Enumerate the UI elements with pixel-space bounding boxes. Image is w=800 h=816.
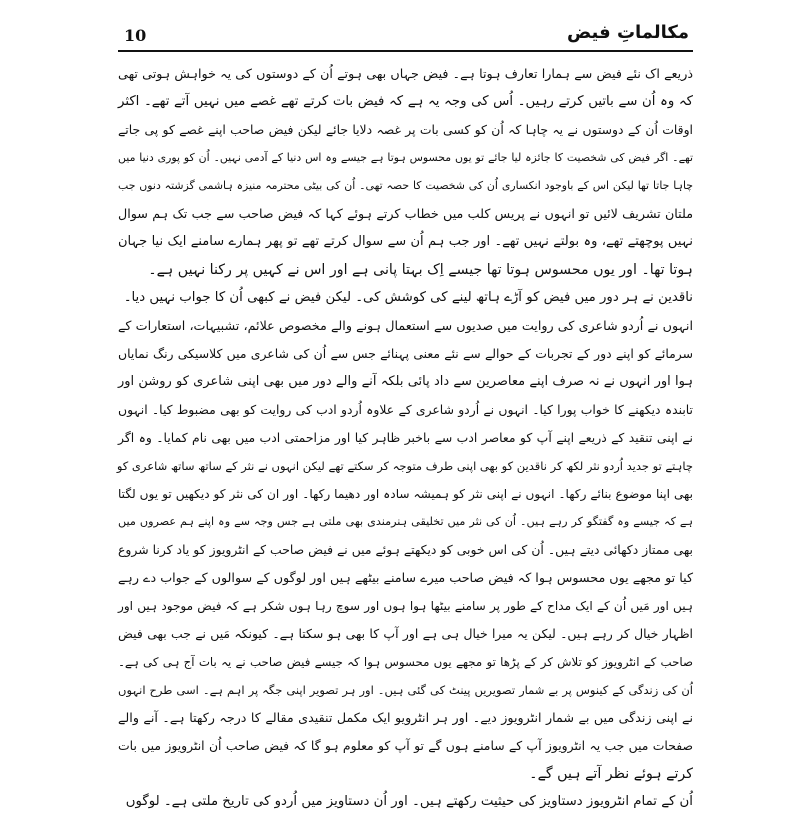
- text-line: اظہار خیال کر رہے ہیں۔ لیکن یہ میرا خیال ہی ہے اور آپ کا بھی ہو سکتا ہے۔ کیونکہ مَیں نے جب بھی فیض: [118, 626, 693, 641]
- text-line: ہیں اور مَیں اُن کے ایک مداح کے طور پر سامنے بیٹھا ہوا ہوں اور سوچ رہا ہوں شکر ہے کہ فیض موجود ہیں اور: [118, 599, 693, 613]
- text-line: صاحب کے انٹرویوز کو تلاش کر کے پڑھا تو مجھے یوں محسوس ہوا کہ جیسے فیض صاحب نے یہ بات آج ہی کی ہے۔: [118, 655, 693, 669]
- text-line: ہوتا تھا۔ اور یوں محسوس ہوتا تھا جیسے اِک بہتا پانی ہے اور اس نے کہیں پر رکنا نہیں ہے۔: [148, 262, 693, 278]
- header-rule: [118, 50, 693, 52]
- text-line: ہوا اور انہوں نے نہ صرف اپنے معاصرین سے داد پائی بلکہ آنے والے دور میں بھی اپنی شاعری کو روشن اور: [118, 374, 693, 389]
- page-number: 10: [124, 26, 147, 45]
- paragraph: [118, 60, 693, 284]
- paragraph: [118, 788, 693, 816]
- book-page: [116, 20, 693, 809]
- text-line: ہے کہ جیسے وہ گفتگو کر رہے ہیں۔ اُن کی نثر میں تخلیقی ہنرمندی بھی ملتی ہے جس وجہ سے وہ اپنے ہم عصروں میں: [118, 515, 693, 528]
- text-line: تابندہ دیکھنے کا خواب پورا کیا۔ انہوں نے اُردو شاعری کے علاوہ اُردو ادب کی روایت کو بھی مضبوط کیا۔ انہوں: [118, 402, 693, 417]
- text-line: کہ وہ اُن سے باتیں کرتے رہیں۔ اُس کی وجہ یہ ہے کہ فیض بات کرتے تھے غصے میں نہیں آتے تھے۔ اکثر: [118, 94, 693, 109]
- text-line: چاہا جاتا تھا لیکن اس کے باوجود انکساری اُن کی شخصیت کا حصہ تھی۔ اُن کی بیٹی محترمہ منیزہ ہاشمی گزشتہ دنوں جب: [118, 179, 693, 192]
- text-line: سرمائے کو اپنے دور کے تجربات کے حوالے سے نئے معنی پہنائے جس سے اُن کی شاعری میں کلاسیکی رنگ نمایاں: [118, 346, 693, 361]
- text-line: صفحات میں جب یہ انٹرویوز آپ کے سامنے ہوں گے تو آپ کو معلوم ہو گا کہ فیض صاحب اُن انٹرویوز میں بات: [118, 738, 693, 753]
- text-line: بھی ممتاز دکھائی دیتے ہیں۔ اُن کی اس خوبی کو دیکھتے ہوئے میں نے فیض صاحب کے انٹرویوز کو یاد کرنا شروع: [118, 542, 693, 557]
- text-line: اُن کی زندگی کے کینوس پر بے شمار تصویریں پینٹ کی گئی ہیں۔ اور ہر تصویر اپنی جگہ پر اہم ہے۔ اسی طرح انہوں: [118, 683, 693, 697]
- text-line: ناقدین نے ہر دور میں فیض کو آڑے ہاتھ لینے کی کوشش کی۔ لیکن فیض نے کبھی اُن کا جواب نہیں دیا۔: [123, 290, 693, 305]
- text-line: کیا تو مجھے یوں محسوس ہوا کہ فیض صاحب میرے سامنے بیٹھے ہیں اور لوگوں کے سوالوں کے جواب دے رہے: [118, 570, 693, 585]
- text-line: تھے۔ اگر فیض کی شخصیت کا جائزہ لیا جائے تو یوں محسوس ہوتا ہے جیسے وہ اس دنیا کے آدمی نہیں۔ اُن کو پوری دنیا میں: [118, 151, 693, 164]
- paragraph: [118, 284, 693, 312]
- text-line: اُن کے تمام انٹرویوز دستاویز کی حیثیت رکھتے ہیں۔ اور اُن دستاویز میں اُردو کی تاریخ ملتی ہے۔ لوگوں: [125, 794, 693, 809]
- text-line: ملتان تشریف لائیں تو انہوں نے پریس کلب میں خطاب کرتے ہوئے کہا کہ فیض صاحب سے جب تک ہم سوال: [118, 206, 693, 221]
- text-line: انہوں نے اُردو شاعری کی روایت میں صدیوں سے استعمال ہونے والے مخصوص علائم، تشبیہات، استعارات کے: [118, 318, 693, 333]
- text-line: نے اپنی زندگی میں بے شمار انٹرویوز دیے۔ اور ہر انٹرویو ایک مکمل تنقیدی مقالے کا درجہ رکھتا ہے۔ آنے والے: [118, 710, 693, 725]
- text-line: اوقات اُن کے دوستوں نے یہ چاہا کہ اُن کو کسی بات پر غصہ دلایا جائے لیکن فیض صاحب اپنے غصے کو پی جاتے: [118, 122, 693, 137]
- page-header: [118, 20, 693, 54]
- body-text: [118, 60, 693, 816]
- text-line: چاہتے تو جدید اُردو نثر لکھ کر ناقدین کو بھی اپنی طرف متوجہ کر سکتے تھے لیکن انہوں نے نثر کے ساتھ ساتھ شاعری کو: [116, 459, 693, 473]
- text-line: بھی اپنا موضوع بنائے رکھا۔ انہوں نے اپنی نثر کو ہمیشہ سادہ اور دھیما رکھا۔ اور ان کی نثر کو دیکھیں تو یوں لگتا: [118, 487, 693, 501]
- text-line: کرتے ہوئے نظر آتے ہیں گے۔: [529, 766, 693, 782]
- paragraph: [118, 312, 693, 788]
- text-line: نے اپنی تنقید کے ذریعے اپنے آپ کو معاصر ادب سے باخبر ظاہر کیا اور مزاحمتی ادب میں بھی نام کمایا۔ وہ اگر: [118, 430, 693, 445]
- text-line: ذریعے اک نئے فیض سے ہمارا تعارف ہوتا ہے۔ فیض جہاں بھی ہوتے اُن کے دوستوں کی یہ خواہش ہوتی تھی: [118, 66, 693, 81]
- text-line: نہیں پوچھتے تھے، وہ بولتے نہیں تھے۔ اور جب ہم اُن سے سوال کرتے تھے تو پھر ہمارے سامنے ایک نیا جہان: [118, 234, 693, 249]
- running-title: مکالماتِ فیض: [566, 22, 689, 43]
